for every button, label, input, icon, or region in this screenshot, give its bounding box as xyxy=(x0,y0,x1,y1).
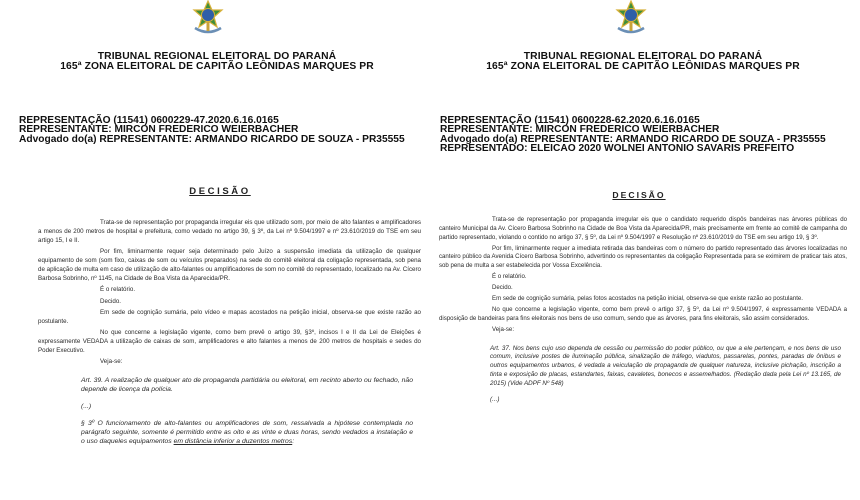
case-number: REPRESENTAÇÃO (11541) 0600229-47.2020.6.16.0165 xyxy=(19,115,279,126)
law-quote xyxy=(439,345,847,405)
case-number: REPRESENTAÇÃO (11541) 0600228-62.2020.6.16.0165 xyxy=(440,115,700,126)
decision-body xyxy=(439,216,847,413)
decision-document-right xyxy=(430,0,860,500)
quote-article: Art. 37. Nos bens cujo uso dependa de cessão ou permissão do poder público, ou que a ele pertençam, e nos bens de uso comum, inclusive postes de iluminação pública, sinalização de tráfego, viadutos, passarelas, pontes, paradas de ônibus e outros equipamentos urbanos, é vedada a veiculação de propaganda de qualquer natureza, inclusive pichação, inscrição a tinta e exposição de placas, estandartes, faixas, cavaletes, bonecos e assemelhados. (Redação dada pela Lei nº 13.165, de 2015) (Vide ADPF Nº 548) xyxy=(490,344,841,387)
electoral-zone: 165ª ZONA ELEITORAL DE CAPITÃO LEÔNIDAS MARQUES PR xyxy=(60,61,374,72)
plaintiff: REPRESENTANTE: MIRCON FREDERICO WEIERBACHER xyxy=(19,124,299,136)
defendant: REPRESENTADO: ELEICAO 2020 WOLNEI ANTONIO SAVARIS PREFEITO xyxy=(440,143,795,155)
case-parties xyxy=(440,116,826,154)
paragraph: Decido. xyxy=(492,284,513,292)
paragraph: É o relatório. xyxy=(100,286,136,294)
brazil-coat-of-arms-icon xyxy=(614,0,648,38)
case-parties xyxy=(19,116,405,144)
decision-title: DECISÃO xyxy=(612,190,666,200)
decision-body xyxy=(38,218,421,454)
quote-text: § 3º O funcionamento de alto-falantes ou amplificadores de som, ressalvada a hipótese contemplada no parágrafo seguinte, somente é permitido entre as oito e as vinte e duas horas, sendo vedados a instalação e o uso daqueles equipamentos xyxy=(81,420,413,446)
paragraph: No que concerne a legislação vigente, como bem prevê o artigo 37, § 5º, da Lei nº 9.504/1997, é expressamente VEDADA a disposição de bandeiras para fins eleitorais nos bens de uso comum, sendo que as árvores, para fins eleitorais, são assim considerados. xyxy=(439,306,847,322)
quote-text-end: : xyxy=(292,438,295,446)
paragraph: Trata-se de representação por propaganda irregular eis que utilizado som, por meio de alto falantes e amplificadores a menos de 200 metros de hospital e prefeitura, como vedado no artigo 39, § 3º, da Lei nº 9.504/1997 e nº 23.610/2019 do TSE em seu artigo 15, I e II. xyxy=(38,219,421,244)
court-name: TRIBUNAL REGIONAL ELEITORAL DO PARANÁ xyxy=(523,51,763,62)
paragraph: Veja-se: xyxy=(492,325,515,333)
plaintiff-lawyer: Advogado do(a) REPRESENTANTE: ARMANDO RICARDO DE SOUZA - PR35555 xyxy=(440,133,826,145)
law-quote xyxy=(38,376,421,446)
electoral-zone: 165ª ZONA ELEITORAL DE CAPITÃO LEÔNIDAS MARQUES PR xyxy=(486,61,800,72)
paragraph: Veja-se: xyxy=(100,358,123,366)
paragraph: Em sede de cognição sumária, pelo vídeo e mapas acostados na petição inicial, observa-se que existe razão ao postulante. xyxy=(38,308,421,325)
decision-title: DECISÃO xyxy=(189,186,251,197)
quote-paragraph xyxy=(81,419,413,446)
paragraph: No que concerne a legislação vigente, como bem prevê o artigo 39, §3º, incisos I e II da Lei de Eleições é expressamente VEDADA a utilização de caixas de som, amplificadores e alto falantes a menos de 200 metros de hospitais e sedes do Poder Executivo. xyxy=(38,328,421,354)
plaintiff: REPRESENTANTE: MIRCON FREDERICO WEIERBACHER xyxy=(440,124,720,136)
paragraph: Por fim, liminarmente requer a imediata retirada das bandeiras com o número do partido representado das árvores localizadas no canteiro público da Avenida Cícero Barbosa Sobrinho, advertindo os representantes da coligação Representada para se eximirem de praticar tais atos, sob pena de multa a ser estabelecida por Vossa Excelência. xyxy=(439,244,847,270)
paragraph: Por fim, liminarmente requer seja determinado pelo Juízo a suspensão imediata da utilização de qualquer equipamento de som (som fixo, caixas de som ou veículos preparados) na sede do comitê eleitoral da coligação representada, sob pena de aplicação de multa em caso de utilização de alto-falantes ou amplificadores de som no comitê do representado, localizado na Av. Cícero Barbosa Sobrinho, nº 1145, na Cidade de Boa Vista da Aparecida/PR. xyxy=(38,248,421,283)
quote-article: Art. 39. A realização de qualquer ato de propaganda partidária ou eleitoral, em recinto aberto ou fechado, não depende de licença da polícia. xyxy=(81,377,413,394)
court-header xyxy=(430,52,858,72)
quote-ellipsis: (...) xyxy=(81,403,92,411)
paragraph: Decido. xyxy=(100,297,121,305)
paragraph: Em sede de cognição sumária, pelas fotos acostados na petição inicial, observa-se que existe razão ao postulante. xyxy=(492,295,803,303)
paragraph: Trata-se de representação por propaganda irregular eis que o candidato requerido dispôs bandeiras nas árvores públicas do canteiro Municipal da Av. Cícero Barbosa Sobrinho na Cidade de Boa Vista da Aparecida/PR, mais precisamente em frente ao comitê de campanha do partido representado, violando o contido no artigo 37, § 5º, da Lei nº 9.504/1997 e Resolução nº 23.610/2019 do TSE em seu artigo 19, § 3º. xyxy=(439,216,847,241)
quote-underlined-text: em distância inferior a duzentos metros xyxy=(173,438,293,446)
quote-ellipsis: (...) xyxy=(490,396,500,404)
plaintiff-lawyer: Advogado do(a) REPRESENTANTE: ARMANDO RICARDO DE SOUZA - PR35555 xyxy=(19,133,405,145)
court-header xyxy=(2,52,430,72)
court-name: TRIBUNAL REGIONAL ELEITORAL DO PARANÁ xyxy=(97,51,337,62)
paragraph: É o relatório. xyxy=(492,273,527,281)
brazil-coat-of-arms-icon xyxy=(191,0,225,38)
